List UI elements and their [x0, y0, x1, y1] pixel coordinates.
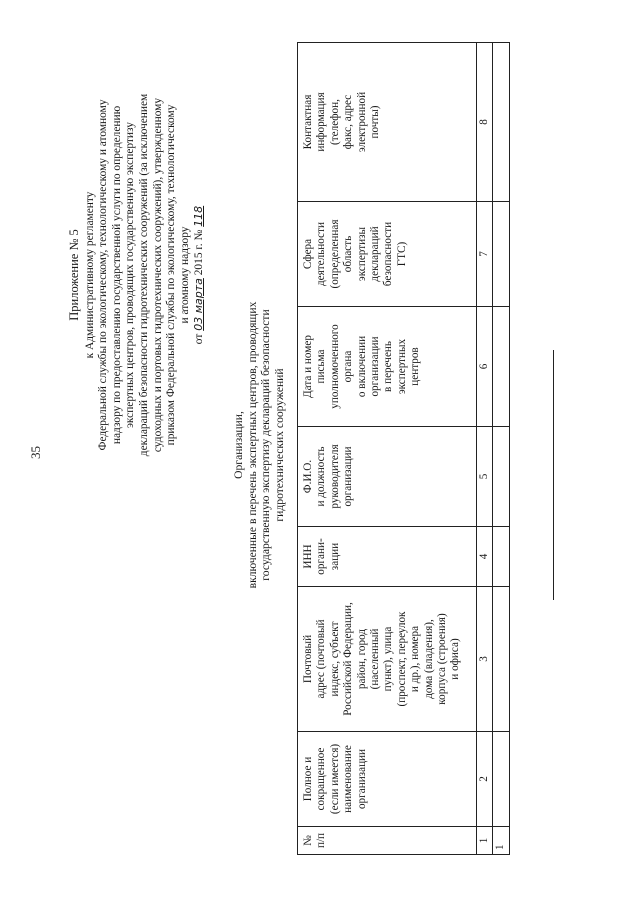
column-number-cell: 3 [477, 587, 493, 732]
header-text: (проспект, переулок [395, 611, 408, 707]
header-text: информация [315, 92, 328, 152]
header-text: дома (владения), [422, 619, 435, 699]
organizations-table [297, 42, 510, 855]
header-text: письма [315, 349, 328, 384]
header-text: ГТС) [395, 241, 408, 267]
header-text: и должность [315, 446, 328, 507]
appendix-line: Федеральной службы по экологическому, технологическому и атомному [97, 99, 110, 451]
header-row [298, 43, 477, 855]
table-cell [493, 43, 510, 202]
header-text: в перечень [382, 341, 395, 392]
header-text: безопасности [382, 221, 395, 287]
header-text: наименование [342, 745, 355, 813]
title-line: гидротехнических сооружений [272, 368, 286, 522]
header-text: экспертизы [355, 226, 368, 282]
header-text: пункт), улица [382, 626, 395, 692]
date-prefix: от [193, 333, 206, 345]
column-number-cell: 6 [477, 307, 493, 427]
header-text: Сфера [302, 238, 314, 270]
header-text: (если имеется) [328, 743, 341, 815]
header-text: органа [342, 350, 355, 383]
header-text: деклараций [369, 226, 382, 282]
title-line: включенные в перечень экспертных центров, проводящих [245, 301, 259, 589]
header-text: органи- [315, 538, 328, 575]
header-text: почты) [369, 105, 382, 139]
header-text: и др.), номера [409, 625, 422, 693]
header-text: п/п [315, 832, 328, 849]
table-row [493, 43, 510, 855]
header-text: уполномоченного [328, 324, 341, 409]
title-line: государственную экспертизу деклараций безопасности [259, 309, 273, 581]
page-number: 35 [28, 446, 43, 459]
header-text: деятельности [315, 221, 328, 287]
header-text: ИНН [302, 544, 314, 569]
appendix-line: и атомному надзору [178, 226, 191, 324]
appendix-header [68, 25, 207, 525]
header-cell [298, 427, 477, 527]
header-text: область [342, 235, 355, 273]
header-text: организации [342, 446, 355, 507]
header-text: район, город [355, 628, 368, 690]
header-text: Российской Федерации, [342, 602, 355, 716]
header-text: (определенная [328, 219, 341, 289]
header-cell [298, 527, 477, 587]
header-text: сокращенное [315, 747, 328, 811]
table-cell [493, 732, 510, 827]
table-cell: 1 [493, 827, 510, 855]
column-number-cell: 8 [477, 43, 493, 202]
header-text: корпуса (строения) [436, 613, 449, 705]
header-text: организации [355, 748, 368, 810]
column-number-cell: 5 [477, 427, 493, 527]
column-number-cell: 7 [477, 202, 493, 307]
appendix-line: к Административному регламенту [83, 191, 96, 359]
date-year: 2015 г. № [193, 229, 206, 276]
header-text: (населенный [369, 628, 382, 690]
separator-line [553, 350, 554, 600]
header-text: Контактная [302, 94, 314, 150]
column-number-cell: 1 [477, 827, 493, 855]
header-cell [298, 43, 477, 202]
header-text: экспертных [395, 338, 408, 395]
table-cell [493, 587, 510, 732]
appendix-line: деклараций безопасности гидротехнических сооружений (за исключением [137, 93, 150, 457]
handwritten-date: 03 марта [192, 278, 206, 331]
header-cell [298, 587, 477, 732]
header-cell [298, 307, 477, 427]
header-cell [298, 202, 477, 307]
appendix-date-line [192, 25, 207, 525]
header-text: Полное и [302, 756, 314, 802]
header-cell [298, 732, 477, 827]
handwritten-number: 118 [192, 205, 206, 227]
header-text: № [302, 835, 314, 846]
column-number-cell: 2 [477, 732, 493, 827]
header-text: Ф.И.О. [302, 459, 314, 494]
header-text: Почтовый [302, 634, 314, 684]
document-title [232, 135, 286, 755]
column-number-cell: 4 [477, 527, 493, 587]
table-cell [493, 527, 510, 587]
header-text: электронной [355, 91, 368, 153]
header-text: руководителя [328, 444, 341, 509]
column-number-row [477, 43, 493, 855]
appendix-line: судоходных и портовых гидротехнических сооружений), утвержденному [151, 97, 164, 453]
appendix-line: надзору по предоставлению государственной услуги по определению [110, 105, 123, 445]
header-text: и офиса) [449, 638, 462, 680]
header-text: организации [369, 336, 382, 397]
title-line: Организации, [232, 411, 245, 479]
header-text: центров [409, 347, 422, 386]
appendix-line: экспертных центров, проводящих государственную экспертизу [124, 122, 137, 428]
table-cell [493, 202, 510, 307]
header-text: адрес (почтовый [315, 619, 328, 699]
table-cell [493, 427, 510, 527]
header-text: факс, адрес [342, 94, 355, 150]
header-text: Дата и номер [302, 335, 314, 398]
appendix-title: Приложение № 5 [67, 229, 81, 321]
header-text: о включении [355, 335, 368, 398]
header-text: зации [328, 542, 341, 571]
header-text: (телефон, [328, 99, 341, 145]
table-cell [493, 307, 510, 427]
header-text: индекс, субъект [328, 621, 341, 697]
header-cell [298, 827, 477, 855]
appendix-line: приказом Федеральной службы по экологическому, технологическому [165, 104, 178, 446]
